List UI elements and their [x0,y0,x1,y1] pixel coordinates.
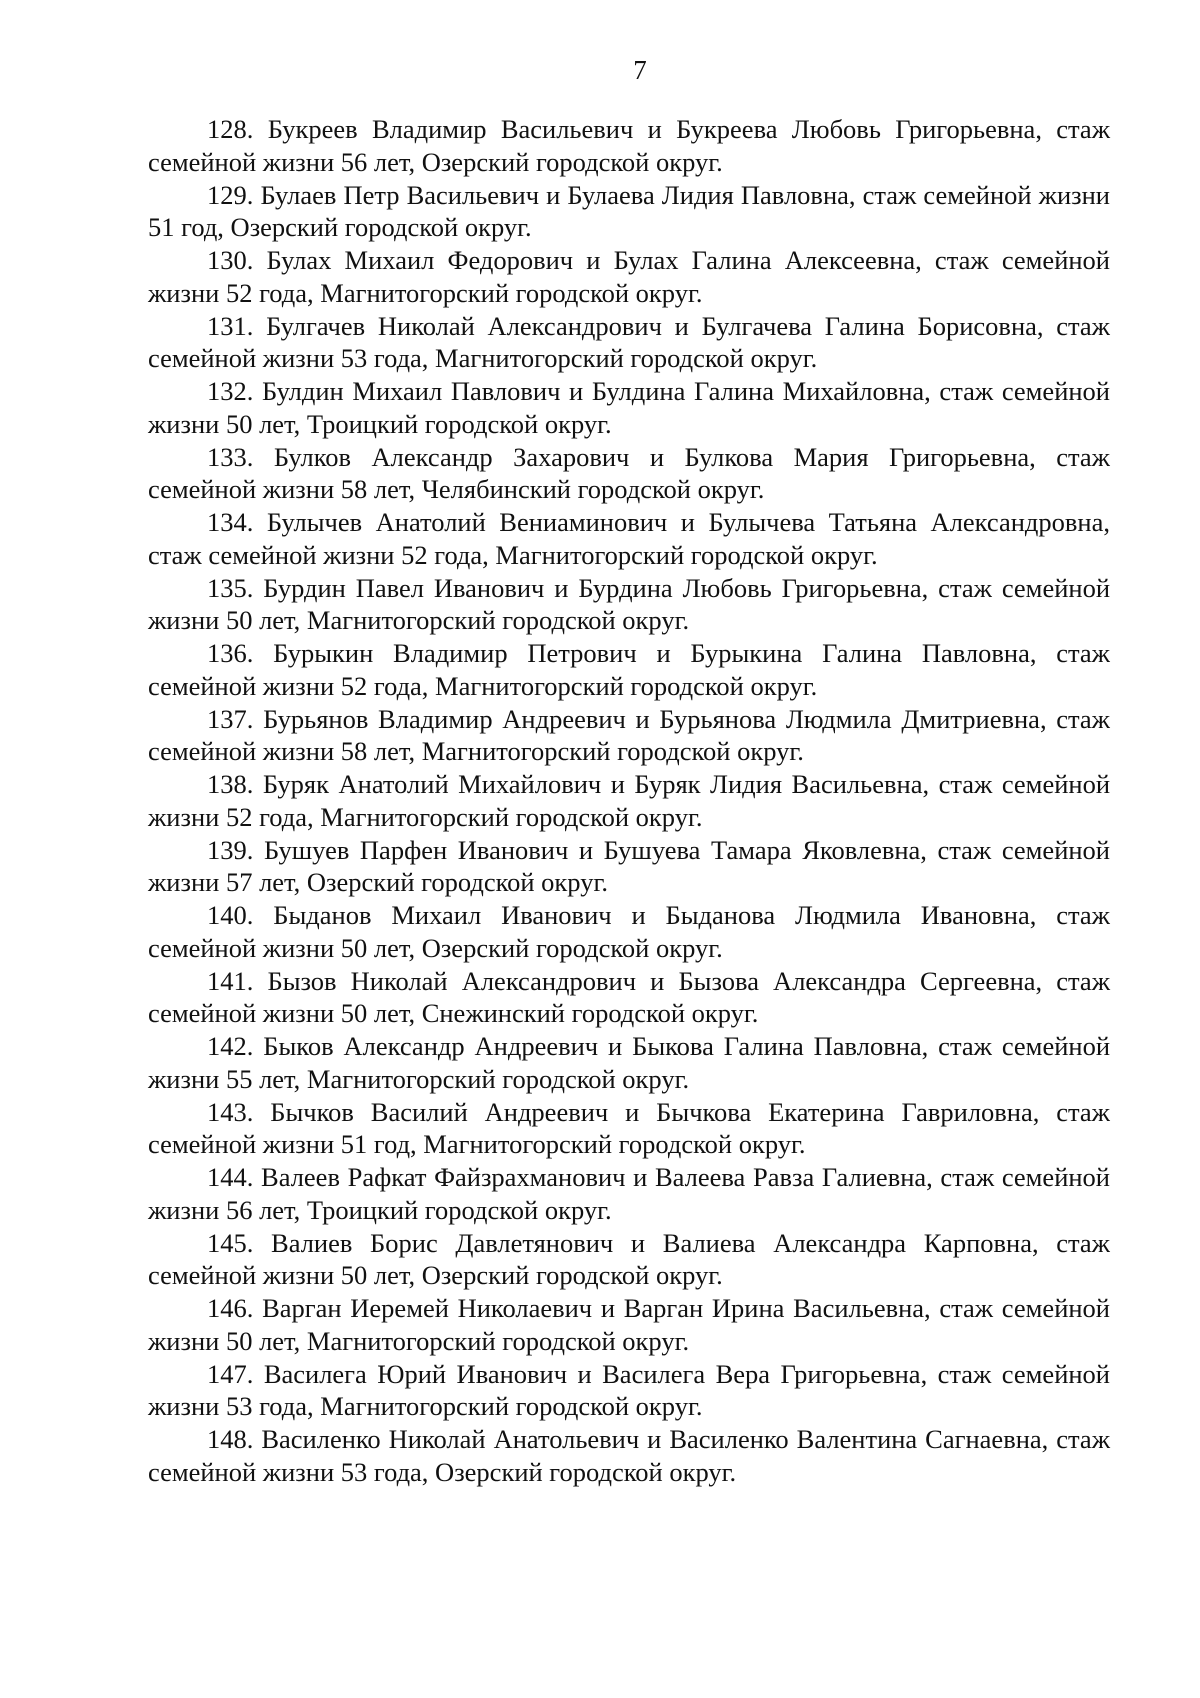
list-item: 137. Бурьянов Владимир Андреевич и Бурьянова Людмила Дмитриевна, стаж семейной жизни 58 лет, Магнитогорский городской округ. [148,703,1110,766]
list-item: 134. Булычев Анатолий Вениаминович и Булычева Татьяна Александровна, стаж семейной жизни 52 года, Магнитогорский городской округ. [148,507,1110,570]
list-item: 135. Бурдин Павел Иванович и Бурдина Любовь Григорьевна, стаж семейной жизни 50 лет, Магнитогорский городской округ. [148,572,1110,635]
list-item: 145. Валиев Борис Давлетянович и Валиева Александра Карповна, стаж семейной жизни 50 лет, Озерский городской округ. [148,1227,1110,1290]
list-item: 148. Василенко Николай Анатольевич и Василенко Валентина Сагнаевна, стаж семейной жизни 53 года, Озерский городской округ. [148,1424,1110,1487]
list-item: 144. Валеев Рафкат Файзрахманович и Валеева Равза Галиевна, стаж семейной жизни 56 лет, Троицкий городской округ. [148,1162,1110,1225]
list-item: 140. Быданов Михаил Иванович и Быданова Людмила Ивановна, стаж семейной жизни 50 лет, Озерский городской округ. [148,900,1110,963]
list-item: 138. Буряк Анатолий Михайлович и Буряк Лидия Васильевна, стаж семейной жизни 52 года, Магнитогорский городской округ. [148,769,1110,832]
list-item: 147. Василега Юрий Иванович и Василега Вера Григорьевна, стаж семейной жизни 53 года, Магнитогорский городской округ. [148,1358,1110,1421]
list-item: 141. Бызов Николай Александрович и Бызова Александра Сергеевна, стаж семейной жизни 50 лет, Снежинский городской округ. [148,965,1110,1028]
list-item: 136. Бурыкин Владимир Петрович и Бурыкина Галина Павловна, стаж семейной жизни 52 года, Магнитогорский городской округ. [148,638,1110,701]
list-item: 128. Букреев Владимир Васильевич и Букреева Любовь Григорьевна, стаж семейной жизни 56 лет, Озерский городской округ. [148,114,1110,177]
entry-list [148,113,1110,1489]
list-item: 129. Булаев Петр Васильевич и Булаева Лидия Павловна, стаж семейной жизни 51 год, Озерский городской округ. [148,179,1110,242]
list-item: 130. Булах Михаил Федорович и Булах Галина Алексеевна, стаж семейной жизни 52 года, Магнитогорский городской округ. [148,245,1110,308]
list-item: 142. Быков Александр Андреевич и Быкова Галина Павловна, стаж семейной жизни 55 лет, Магнитогорский городской округ. [148,1031,1110,1094]
list-item: 132. Булдин Михаил Павлович и Булдина Галина Михайловна, стаж семейной жизни 50 лет, Троицкий городской округ. [148,376,1110,439]
list-item: 143. Бычков Василий Андреевич и Бычкова Екатерина Гавриловна, стаж семейной жизни 51 год, Магнитогорский городской округ. [148,1096,1110,1159]
page-number: 7 [633,55,647,85]
list-item: 146. Варган Иеремей Николаевич и Варган Ирина Васильевна, стаж семейной жизни 50 лет, Магнитогорский городской округ. [148,1293,1110,1356]
list-item: 139. Бушуев Парфен Иванович и Бушуева Тамара Яковлевна, стаж семейной жизни 57 лет, Озерский городской округ. [148,834,1110,897]
list-item: 131. Булгачев Николай Александрович и Булгачева Галина Борисовна, стаж семейной жизни 53 года, Магнитогорский городской округ. [148,310,1110,373]
list-item: 133. Булков Александр Захарович и Булкова Мария Григорьевна, стаж семейной жизни 58 лет, Челябинский городской округ. [148,441,1110,504]
